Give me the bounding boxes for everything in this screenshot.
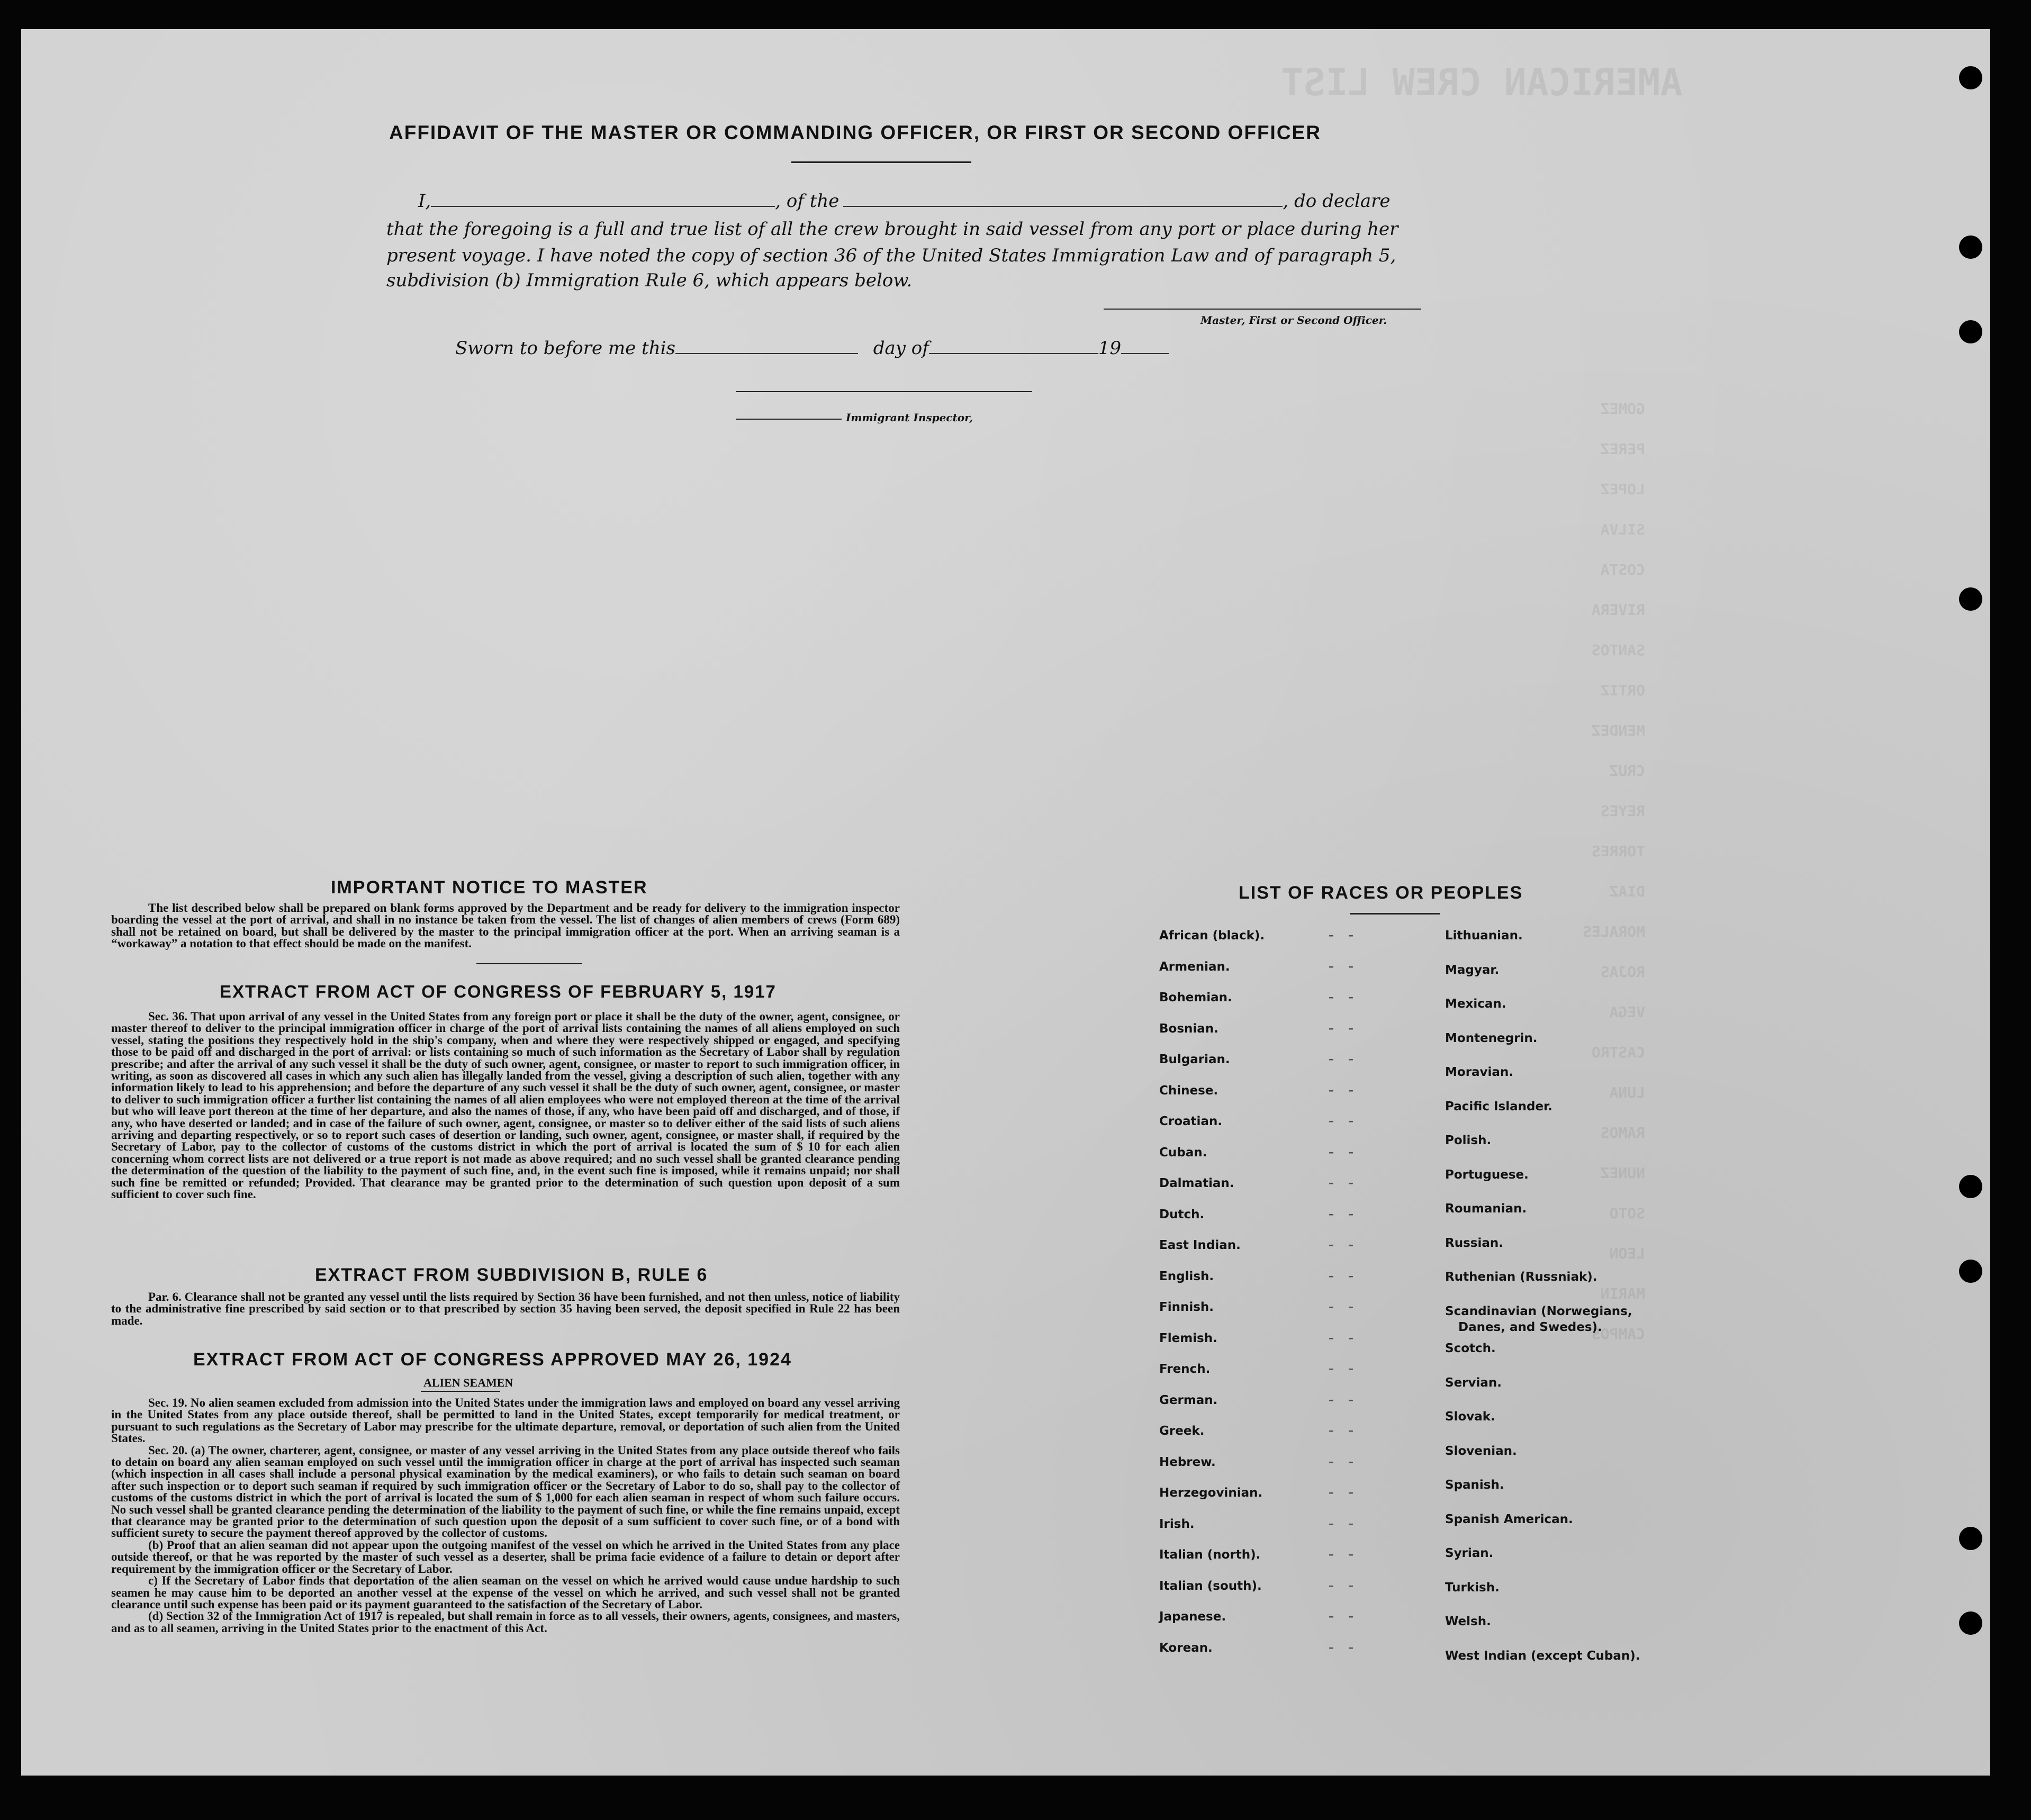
race-item-continued: Danes, and Swedes). [1458,1320,1602,1334]
race-item: East Indian. [1159,1238,1241,1252]
race-item: Flemish. [1159,1331,1217,1345]
leader-dashes: – – [1329,1207,1359,1220]
race-item: Syrian. [1445,1546,1494,1560]
leader-dashes: – – [1329,1269,1359,1282]
race-item: Dalmatian. [1159,1176,1234,1190]
race-item: Herzegovinian. [1159,1486,1263,1500]
race-item: Italian (north). [1159,1548,1261,1562]
leader-dashes: – – [1329,1115,1359,1127]
leader-dashes: – – [1329,1053,1359,1065]
leader-dashes: – – [1329,1548,1359,1561]
race-item: Spanish. [1445,1478,1504,1492]
leader-dashes: – – [1329,1331,1359,1344]
race-item: Slovenian. [1445,1444,1517,1458]
race-item: Japanese. [1159,1610,1226,1624]
affidavit-line-2: that the foregoing is a full and true list of all the crew brought in said vessel from any port or place during her [386,219,1398,240]
race-item: French. [1159,1362,1211,1376]
affidavit-line-4: subdivision (b) Immigration Rule 6, which appears below. [386,270,913,291]
extract-1917-title: EXTRACT FROM ACT OF CONGRESS OF FEBRUARY 5, 1917 [220,982,777,1001]
affidavit-i: I, [418,191,431,212]
race-item: Montenegrin. [1445,1031,1538,1045]
bleed-through-header: AMERICAN CREW LIST [1281,61,1683,104]
race-item: Magyar. [1445,963,1500,977]
notice-title: IMPORTANT NOTICE TO MASTER [331,877,648,898]
notice-rule [476,963,582,964]
sworn-year-blank[interactable] [1121,352,1169,354]
leader-dashes: – – [1329,1424,1359,1437]
race-item: Polish. [1445,1134,1492,1147]
vessel-blank[interactable] [843,205,1283,207]
inspector-label: Immigrant Inspector, [846,411,973,424]
leader-dashes: – – [1329,1517,1359,1530]
race-item: Spanish American. [1445,1512,1573,1526]
affidavit-line-1 [386,191,1391,212]
race-item: Dutch. [1159,1207,1205,1221]
extract-1924-subtitle: ALIEN SEAMEN [423,1376,513,1389]
name-blank[interactable] [431,205,775,207]
master-signature-label: Master, First or Second Officer. [1200,314,1387,327]
leader-dashes: – – [1329,1362,1359,1375]
race-item: Moravian. [1445,1065,1514,1079]
sec20a-text: Sec. 20. (a) The owner, charterer, agent, consignee, or master of any vessel arriving in the United States from any place outside thereof who fails to detain on board any alien seaman employed on such vessel until the immigration officer in charge at the port of arrival has inspected such seaman (which inspection in all cases shall include a personal physical examination by the medical examiners), or who fails to detain such seaman on board after such inspection or to deport such seaman if required by such immigration officer or the Secretary of Labor to do so, shall pay to the collector of customs of the customs district in which the port of arrival is located the sum of $ 1,000 for each alien seaman in respect of whom such failure occurs. No such vessel shall be granted clearance pending the determination of the liability to the payment of such fine, or while the fine remains unpaid, except that clearance may be granted prior to the determination of such question upon the deposit of a sum sufficient to cover such fine, or of a bond with sufficient surety to secure the payment thereof approved by the collector of customs. [111,1443,900,1540]
race-item: Bohemian. [1159,991,1232,1004]
sec20d-text: (d) Section 32 of the Immigration Act of 1917 is repealed, but shall remain in force as to all vessels, their owners, agents, consignees, and masters, and as to all seamen, arriving in the United States prior to the enactment of this Act. [111,1609,900,1635]
leader-dashes: – – [1329,1083,1359,1097]
race-item: Greek. [1159,1424,1205,1438]
leader-dashes: – – [1329,1176,1359,1189]
leader-dashes: – – [1329,1579,1359,1592]
document-page [21,29,1990,1776]
leader-dashes: – – [1329,929,1359,941]
race-item: Finnish. [1159,1300,1214,1314]
race-item: West Indian (except Cuban). [1445,1649,1640,1663]
race-item: Scandinavian (Norwegians, [1445,1304,1632,1318]
notice-body: The list described below shall be prepared on blank forms approved by the Department and be ready for delivery to the immigration inspector boarding the vessel at the port of arrival, and shall in no instance be taken from the vessel. The list of changes of alien members of crews (Form 689) shall not be retained on board, but shall be delivered by the master to the principal immigration officer at the port. When an arriving seaman is a “workaway” a notation to that effect should be made on the manifest. [111,901,900,950]
binder-hole [1959,1175,1982,1198]
master-signature-line[interactable] [1104,309,1421,310]
race-item: Scotch. [1445,1342,1496,1355]
binder-hole [1959,1611,1982,1635]
extract-1924-title: EXTRACT FROM ACT OF CONGRESS APPROVED MAY 26, 1924 [193,1350,792,1370]
races-title-rule [1350,913,1440,914]
race-item: Bosnian. [1159,1021,1218,1036]
leader-dashes: – – [1329,1455,1359,1468]
binder-hole [1959,66,1982,89]
inspector-signature-line[interactable] [736,391,1032,392]
race-item: Irish. [1159,1517,1195,1531]
race-item: Armenian. [1159,959,1230,974]
sec19-text: Sec. 19. No alien seamen excluded from admission into the United States under the immigration laws and employed on board any vessel arriving in the United States from any place outside thereof, shall be permitted to land in the United States, except temporarily for medical treatment, or pursuant to such regulations as the Secretary of Labor may prescribe for the ultimate departure, removal, or deportation of such alien from the United States. [111,1396,900,1445]
race-item: Korean. [1159,1641,1213,1655]
race-item: Hebrew. [1159,1455,1216,1469]
race-item: Lithuanian. [1445,929,1523,943]
sworn-day-blank[interactable] [675,352,858,354]
affidavit-of-the: , of the [775,191,840,212]
affidavit-title: AFFIDAVIT OF THE MASTER OR COMMANDING OFFICER, OR FIRST OR SECOND OFFICER [389,122,1321,143]
race-item: Roumanian. [1445,1202,1527,1216]
extract-rule6-body: Par. 6. Clearance shall not be granted any vessel until the lists required by Section 36 have been furnished, and not then unless, notice of liability to the administrative fine prescribed by said section or to that prescribed by section 35 having been served, the deposit specified in Rule 22 has been made. [111,1290,900,1327]
sworn-before-me: Sworn to before me this [455,338,675,359]
race-item: Servian. [1445,1375,1502,1390]
race-item: Cuban. [1159,1145,1207,1160]
affidavit-do-declare: , do declare [1283,191,1391,212]
race-item: Portuguese. [1445,1167,1529,1182]
leader-dashes: – – [1329,1145,1359,1158]
race-item: Welsh. [1445,1615,1491,1628]
race-item: Russian. [1445,1236,1503,1250]
race-item: Slovak. [1445,1410,1495,1424]
binder-hole [1959,236,1982,259]
leader-dashes: – – [1329,1393,1359,1406]
races-left-column [1159,929,1434,1723]
sworn-year: 19 [1098,338,1122,359]
race-item: Turkish. [1445,1580,1500,1595]
extract-rule6-title: EXTRACT FROM SUBDIVISION B, RULE 6 [315,1265,708,1285]
affidavit-title-rule [791,161,971,163]
bleed-through-columns: GOMEZ PEREZ LOPEZ SILVA COSTA RIVERA SANTOS ORTIZ MENDEZ CRUZ REYES TORRES DIAZ MORALES ROJAS VEGA CASTRO LUNA RAMOS NUNEZ SOTO LEON MARIN CAMPOS [1583,400,1646,1343]
affidavit-line-3: present voyage. I have noted the copy of section 36 of the United States Immigration Law and of paragraph 5, [386,245,1396,266]
sworn-day-of: day of [873,338,929,359]
races-right-column [1424,929,1794,1723]
leader-dashes: – – [1329,1021,1359,1035]
binder-hole [1959,1527,1982,1550]
alien-seamen-rule [421,1391,500,1392]
leader-dashes: – – [1329,1486,1359,1499]
leader-dashes: – – [1329,1300,1359,1313]
race-item: English. [1159,1269,1214,1283]
race-item: Mexican. [1445,997,1506,1011]
binder-hole [1959,587,1982,611]
leader-dashes: – – [1329,1610,1359,1623]
inspector-short-line [736,419,842,420]
race-item: Ruthenian (Russniak). [1445,1270,1597,1284]
leader-dashes: – – [1329,1641,1359,1654]
race-item: Croatian. [1159,1115,1223,1128]
binder-hole [1959,1260,1982,1283]
leader-dashes: – – [1329,991,1359,1003]
race-item: German. [1159,1393,1218,1407]
race-item: Bulgarian. [1159,1053,1230,1066]
sworn-line [455,338,1169,359]
race-item: African (black). [1159,929,1265,943]
extract-1924-body [111,1397,900,1634]
leader-dashes: – – [1329,959,1359,973]
sworn-month-blank[interactable] [929,352,1098,354]
extract-1917-body: Sec. 36. That upon arrival of any vessel in the United States from any foreign port or place it shall be the duty of the owner, agent, consignee, or master thereof to deliver to the principal immigration officer in charge of the port of arrival lists containing the names of all aliens employed on such vessel, stating the positions they respectively hold in the ship's company, when and where they were respectively shipped or engaged, and specifying those to be paid off and discharged in the port of arrival: or lists containing so much of such information as the Secretary of Labor shall by regulation prescribe; and after the arrival of any such vessel it shall be the duty of such owner, agent, consignee, or master to report to such immigration officer, in writing, as soon as discovered all cases in which any such alien has illegally landed from the vessel, giving a description of such alien, together with any information likely to lead to his apprehension; and before the departure of any such vessel it shall be the duty of such owner, agent, consignee, or master to deliver to such immigration officer a further list containing the names of all alien employees who were not employed thereon at the time of the arrival but who will leave port thereon at the time of her departure, and also the names of those, if any, who have been paid off and discharged, and of those, if any, who have deserted or landed; and in case of the failure of such owner, agent, consignee, or master so to deliver either of the said lists of such aliens arriving and departing respectively, or so to report such cases of desertion or landing, such owner, agent, consignee, or master shall, if required by the Secretary of Labor, pay to the collector of customs of the customs district in which the port of arrival is located the sum of $ 10 for each alien concerning whom correct lists are not delivered or a true report is not made as above required; and no such vessel shall be granted clearance pending the determination of the question of the liability to the payment of such fine, and, in the event such fine is imposed, while it remains unpaid; nor shall such fine be remitted or refunded; Provided. That clearance may be granted prior to the determination of such question upon deposit of a sum sufficient to cover such fine. [111,1010,900,1201]
sec20b-text: (b) Proof that an alien seaman did not appear upon the outgoing manifest of the vessel on which he arrived in the United States from any place outside thereof, or that he was reported by the master of such vessel as a deserter, shall be prima facie evidence of a failure to detain or deport after requirement by the immigration officer or the Secretary of Labor. [111,1538,900,1575]
race-item: Chinese. [1159,1083,1218,1098]
leader-dashes: – – [1329,1238,1359,1251]
race-item: Italian (south). [1159,1579,1262,1593]
race-item: Pacific Islander. [1445,1099,1552,1113]
sec20c-text: c) If the Secretary of Labor finds that deportation of the alien seaman on the vessel on which he arrived would cause undue hardship to such seamen he may cause him to be deported an another vessel at the expense of the vessel on which he arrived, and such vessel shall not be granted clearance until such expense has been paid or its payment guaranteed to the satisfaction of the Secretary of Labor. [111,1574,900,1611]
races-title: LIST OF RACES OR PEOPLES [1239,883,1523,903]
binder-hole [1959,320,1982,343]
